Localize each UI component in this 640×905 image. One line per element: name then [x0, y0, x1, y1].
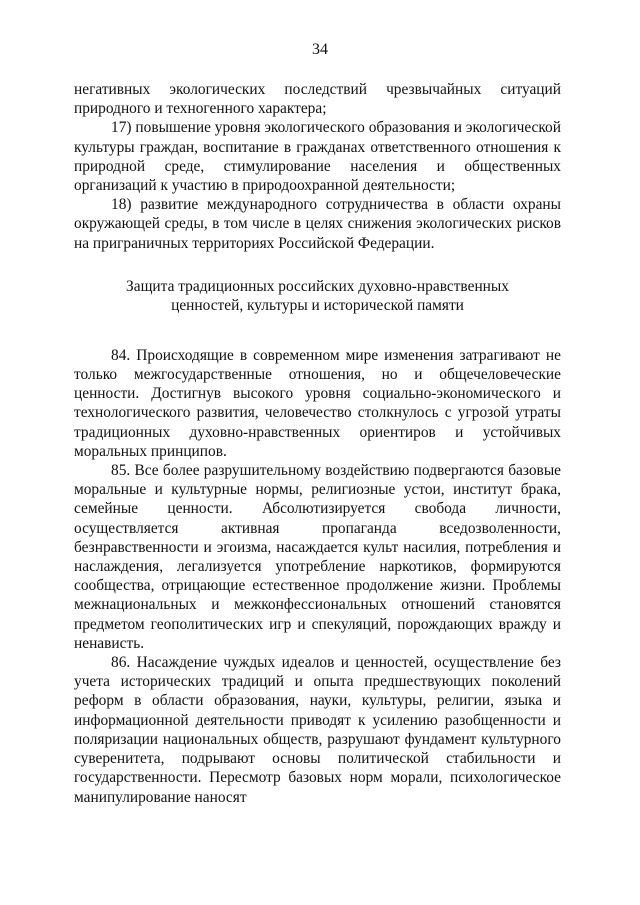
document-body [74, 80, 561, 807]
page-number: 34 [312, 41, 328, 58]
paragraph-86: 86. Насаждение чуждых идеалов и ценностей, осуществление без учета исторических традиций и опыта предшествующих поколений реформ в области образования, науки, культуры, религии, языка и информационной деятельности приводят к усилению разобщенности и поляризации национальных обществ, разрушают фундамент культурного суверенитета, подрывают основы политической стабильности и государственности. Пересмотр базовых норм морали, психологическое манипулирование наносят [74, 654, 561, 806]
paragraph-continuation: негативных экологических последствий чрезвычайных ситуаций природного и техногенного характера; [74, 81, 561, 118]
section-heading-line-1: Защита традиционных российских духовно-нравственных [126, 277, 509, 295]
paragraph-item-17: 17) повышение уровня экологического образования и экологической культуры граждан, воспитание в гражданах ответственного отношения к природной среде, стимулирование населения и общественных организаций к участию в природоохранной деятельности; [74, 119, 561, 195]
paragraph-85: 85. Все более разрушительному воздействию подвергаются базовые моральные и культурные нормы, религиозные устои, институт брака, семейные ценности. Абсолютизируется свобода личности, осуществляется активная пропаганда вседозволенности, безнравственности и эгоизма, насаждается культ насилия, потребления и наслаждения, легализуется употребление наркотиков, формируются сообщества, отрицающие естественное продолжение жизни. Проблемы межнациональных и межконфессиональных отношений становятся предметом геополитических игр и спекуляций, порождающих вражду и ненависть. [74, 462, 561, 652]
paragraph-item-18: 18) развитие международного сотрудничества в области охраны окружающей среды, в том числе в целях снижения экологических рисков на приграничных территориях Российской Федерации. [74, 196, 561, 252]
section-heading [74, 277, 561, 316]
section-heading-line-2: ценностей, культуры и исторической памяти [171, 297, 464, 315]
paragraph-84: 84. Происходящие в современном мире изменения затрагивают не только межгосударственные отношения, но и общечеловеческие ценности. Достигнув высокого уровня социально-экономического и технологического развития, человечество столкнулось с угрозой утраты традиционных духовно-нравственных ориентиров и устойчивых моральных принципов. [74, 346, 561, 460]
